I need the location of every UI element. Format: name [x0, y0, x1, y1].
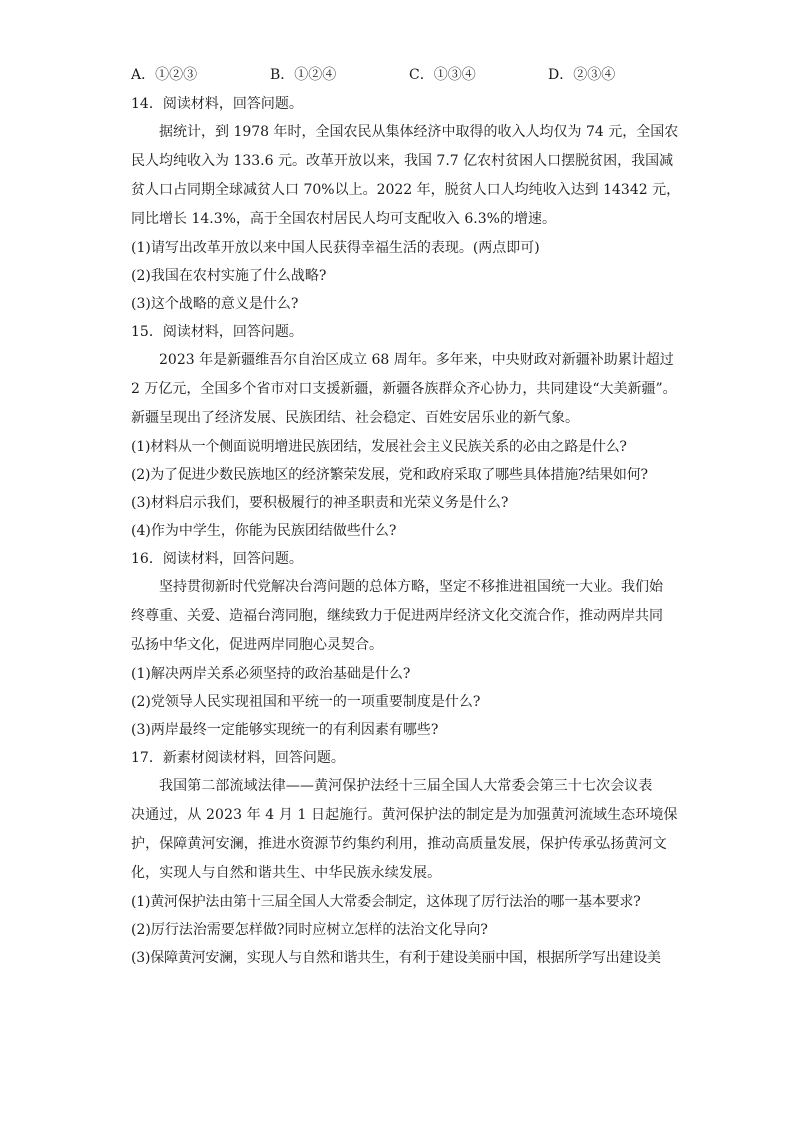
sub-question: (4)作为中学生，你能为民族团结做些什么?: [131, 523, 397, 539]
sub-question: (2)厉行法治需要怎样做?同时应树立怎样的法治文化导向?: [131, 922, 488, 938]
question-heading: 14．阅读材料，回答问题。: [131, 96, 303, 112]
question-heading: 17．新素材阅读材料，回答问题。: [131, 750, 345, 766]
question-15: [131, 318, 677, 545]
paragraph-line: 弘扬中华文化，促进两岸同胞心灵契合。: [131, 637, 383, 653]
sub-question: (2)为了促进少数民族地区的经济繁荣发展，党和政府采取了哪些具体措施?结果如何?: [131, 467, 648, 483]
question-16: [131, 545, 663, 744]
question-14: [131, 90, 681, 318]
answer-options: [131, 63, 663, 87]
question-heading: 15．阅读材料，回答问题。: [131, 324, 303, 340]
sub-question: (3)两岸最终一定能够实现统一的有利因素有哪些?: [131, 722, 439, 738]
sub-question: (3)材料启示我们，要积极履行的神圣职责和光荣义务是什么?: [131, 495, 509, 511]
option-c: C．①③④: [409, 67, 476, 83]
paragraph-line: 终尊重、关爱、造福台湾同胞，继续致力于促进两岸经济文化交流合作，推动两岸共同: [131, 608, 663, 624]
material-paragraph: [131, 346, 677, 433]
option-a: A．①②③: [131, 67, 198, 83]
paragraph-line: 2 万亿元，全国多个省市对口支援新疆，新疆各族群众齐心协力，共同建设“大美新疆”。: [131, 381, 677, 397]
paragraph-line: 我国第二部流域法律——黄河保护法经十三届全国人大常委会第三十七次会议表: [159, 778, 653, 794]
material-paragraph: [131, 772, 678, 888]
sub-question: (2)党领导人民实现祖国和平统一的一项重要制度是什么?: [131, 694, 481, 710]
paragraph-line: 民人均纯收入为 133.6 元。改革开放以来，我国 7.7 亿农村贫困人口摆脱贫困，我国减: [131, 153, 674, 169]
sub-question: (1)黄河保护法由第十三届全国人大常委会制定，这体现了厉行法治的哪一基本要求?: [131, 894, 641, 910]
sub-question: (1)请写出改革开放以来中国人民获得幸福生活的表现。(两点即可): [131, 240, 540, 256]
material-paragraph: [131, 118, 681, 234]
sub-question: (2)我国在农村实施了什么战略?: [131, 268, 327, 284]
material-paragraph: [131, 573, 663, 660]
question-heading: 16．阅读材料，回答问题。: [131, 551, 303, 567]
paragraph-line: 2023 年是新疆维吾尔自治区成立 68 周年。多年来，中央财政对新疆补助累计超过: [159, 352, 674, 368]
sub-question: (3)保障黄河安澜，实现人与自然和谐共生，有利于建设美丽中国，根据所学写出建设美: [131, 950, 661, 966]
option-d: D．②③④: [548, 67, 616, 83]
sub-question: (1)材料从一个侧面说明增进民族团结，发展社会主义民族关系的必由之路是什么?: [131, 439, 627, 455]
paragraph-line: 贫人口占同期全球减贫人口 70%以上。2022 年，脱贫人口人均纯收入达到 14342 元，: [131, 182, 681, 198]
sub-question: (3)这个战略的意义是什么?: [131, 296, 299, 312]
paragraph-line: 坚持贯彻新时代党解决台湾问题的总体方略，坚定不移推进祖国统一大业。我们始: [159, 579, 663, 595]
paragraph-line: 同比增长 14.3%，高于全国农村居民人均可支配收入 6.3%的增速。: [131, 211, 556, 227]
sub-question: (1)解决两岸关系必须坚持的政治基础是什么?: [131, 666, 411, 682]
document-content: [131, 63, 681, 972]
question-17: [131, 744, 678, 972]
paragraph-line: 新疆呈现出了经济发展、民族团结、社会稳定、百姓安居乐业的新气象。: [131, 410, 579, 426]
paragraph-line: 护，保障黄河安澜，推进水资源节约集约利用，推动高质量发展，保护传承弘扬黄河文: [131, 836, 667, 852]
paragraph-line: 据统计，到 1978 年时，全国农民从集体经济中取得的收入人均仅为 74 元，全国农: [159, 124, 679, 140]
option-b: B．①②④: [270, 67, 337, 83]
paragraph-line: 决通过，从 2023 年 4 月 1 日起施行。黄河保护法的制定是为加强黄河流域生态环境保: [131, 807, 678, 823]
paragraph-line: 化，实现人与自然和谐共生、中华民族永续发展。: [131, 865, 442, 881]
